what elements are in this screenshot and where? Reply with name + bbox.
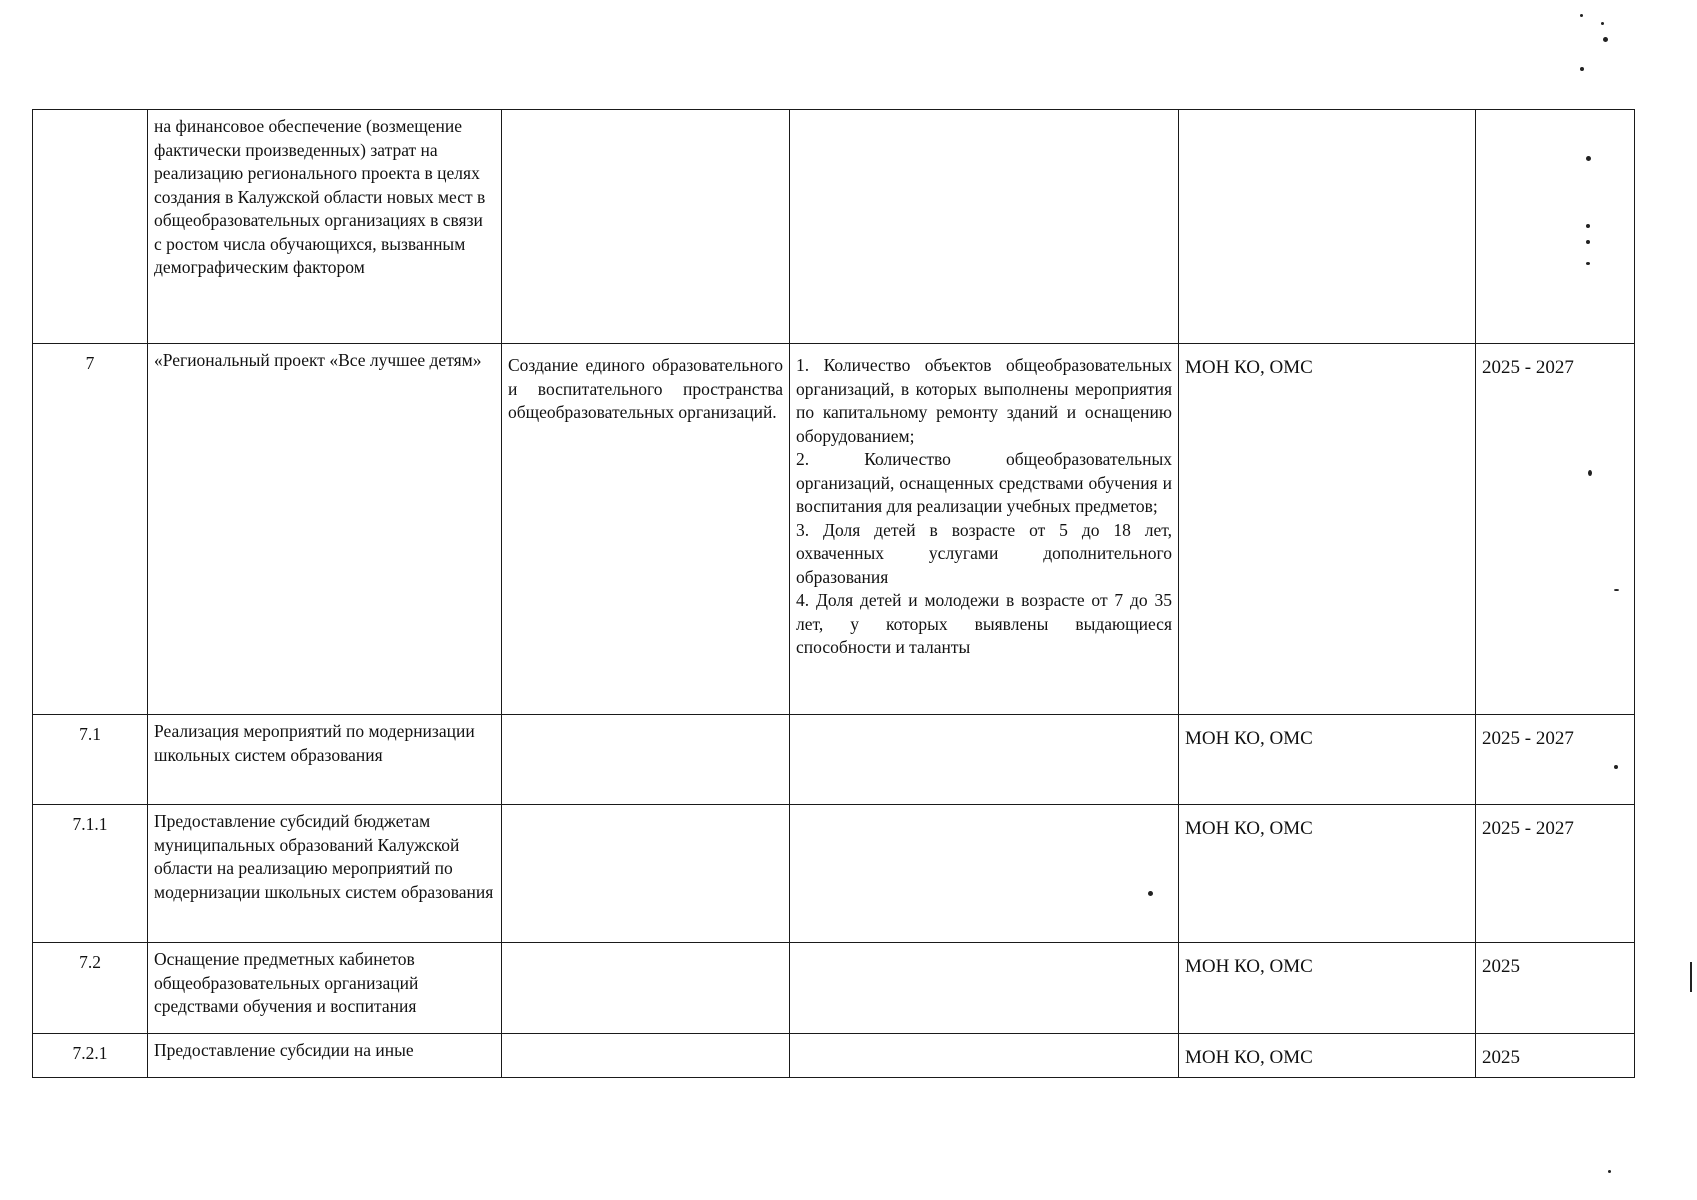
indicator-item: 1. Количество объектов общеобразовательных организаций, в которых выполнены мероприятия по капитальному ремонту зданий и оснащению оборудованием; (796, 355, 1172, 446)
table-row (33, 110, 1635, 344)
table-row (33, 805, 1635, 943)
indicator-item: 2. Количество общеобразовательных организаций, оснащенных средствами обучения и воспитания для реализации учебных предметов; (796, 449, 1172, 516)
row-number: 7.1 (33, 715, 148, 805)
measure-indicators (790, 715, 1179, 805)
row-number (33, 110, 148, 344)
scan-speck (1690, 962, 1692, 992)
period-cell: 2025 (1476, 1034, 1635, 1078)
table-row (33, 344, 1635, 715)
indicator-item: 4. Доля детей и молодежи в возрасте от 7 до 35 лет, у которых выявлены выдающиеся способности и таланты (796, 590, 1172, 657)
measure-goal (502, 344, 790, 715)
scan-speck (1608, 1170, 1611, 1173)
table-row (33, 715, 1635, 805)
row-number: 7.2.1 (33, 1034, 148, 1078)
executor-cell: МОН КО, ОМС (1179, 344, 1476, 715)
measure-goal (502, 1034, 790, 1078)
executor-cell (1179, 110, 1476, 344)
measure-goal (502, 805, 790, 943)
period-cell: 2025 - 2027 (1476, 715, 1635, 805)
executor-cell: МОН КО, ОМС (1179, 943, 1476, 1034)
measure-goal (502, 715, 790, 805)
measure-indicators (790, 344, 1179, 715)
measure-indicators (790, 805, 1179, 943)
measure-name: «Региональный проект «Все лучшее детям» (148, 344, 502, 715)
measure-name: Предоставление субсидии на иные (148, 1034, 502, 1078)
period-cell: 2025 - 2027 (1476, 344, 1635, 715)
measures-table (32, 109, 1635, 1078)
scan-speck (1580, 67, 1584, 71)
measure-indicators (790, 1034, 1179, 1078)
row-number: 7.2 (33, 943, 148, 1034)
measure-goal (502, 943, 790, 1034)
scan-speck (1601, 22, 1604, 25)
scan-speck (1580, 14, 1583, 17)
period-cell (1476, 110, 1635, 344)
period-cell: 2025 (1476, 943, 1635, 1034)
measure-name: на финансовое обеспечение (возмещение фактически произведенных) затрат на реализацию регионального проекта в целях создания в Калужской области новых мест в общеобразовательных организациях в связи с ростом числа обучающихся, вызванным демографическим фактором (148, 110, 502, 344)
measure-name: Предоставление субсидий бюджетам муниципальных образований Калужской области на реализацию мероприятий по модернизации школьных систем образования (148, 805, 502, 943)
executor-cell: МОН КО, ОМС (1179, 805, 1476, 943)
row-number: 7 (33, 344, 148, 715)
table-row (33, 943, 1635, 1034)
indicator-item: 3. Доля детей в возрасте от 5 до 18 лет, охваченных услугами дополнительного образования (796, 519, 1172, 587)
period-cell: 2025 - 2027 (1476, 805, 1635, 943)
executor-cell: МОН КО, ОМС (1179, 715, 1476, 805)
measure-name: Реализация мероприятий по модернизации школьных систем образования (148, 715, 502, 805)
table-row (33, 1034, 1635, 1078)
measure-name: Оснащение предметных кабинетов общеобразовательных организаций средствами обучения и воспитания (148, 943, 502, 1034)
executor-cell: МОН КО, ОМС (1179, 1034, 1476, 1078)
row-number: 7.1.1 (33, 805, 148, 943)
measure-indicators (790, 110, 1179, 344)
measure-goal (502, 110, 790, 344)
scan-speck (1603, 37, 1608, 42)
measure-indicators (790, 943, 1179, 1034)
goal-text: Создание единого образовательного и воспитательного пространства общеобразовательных организаций. (508, 355, 783, 422)
